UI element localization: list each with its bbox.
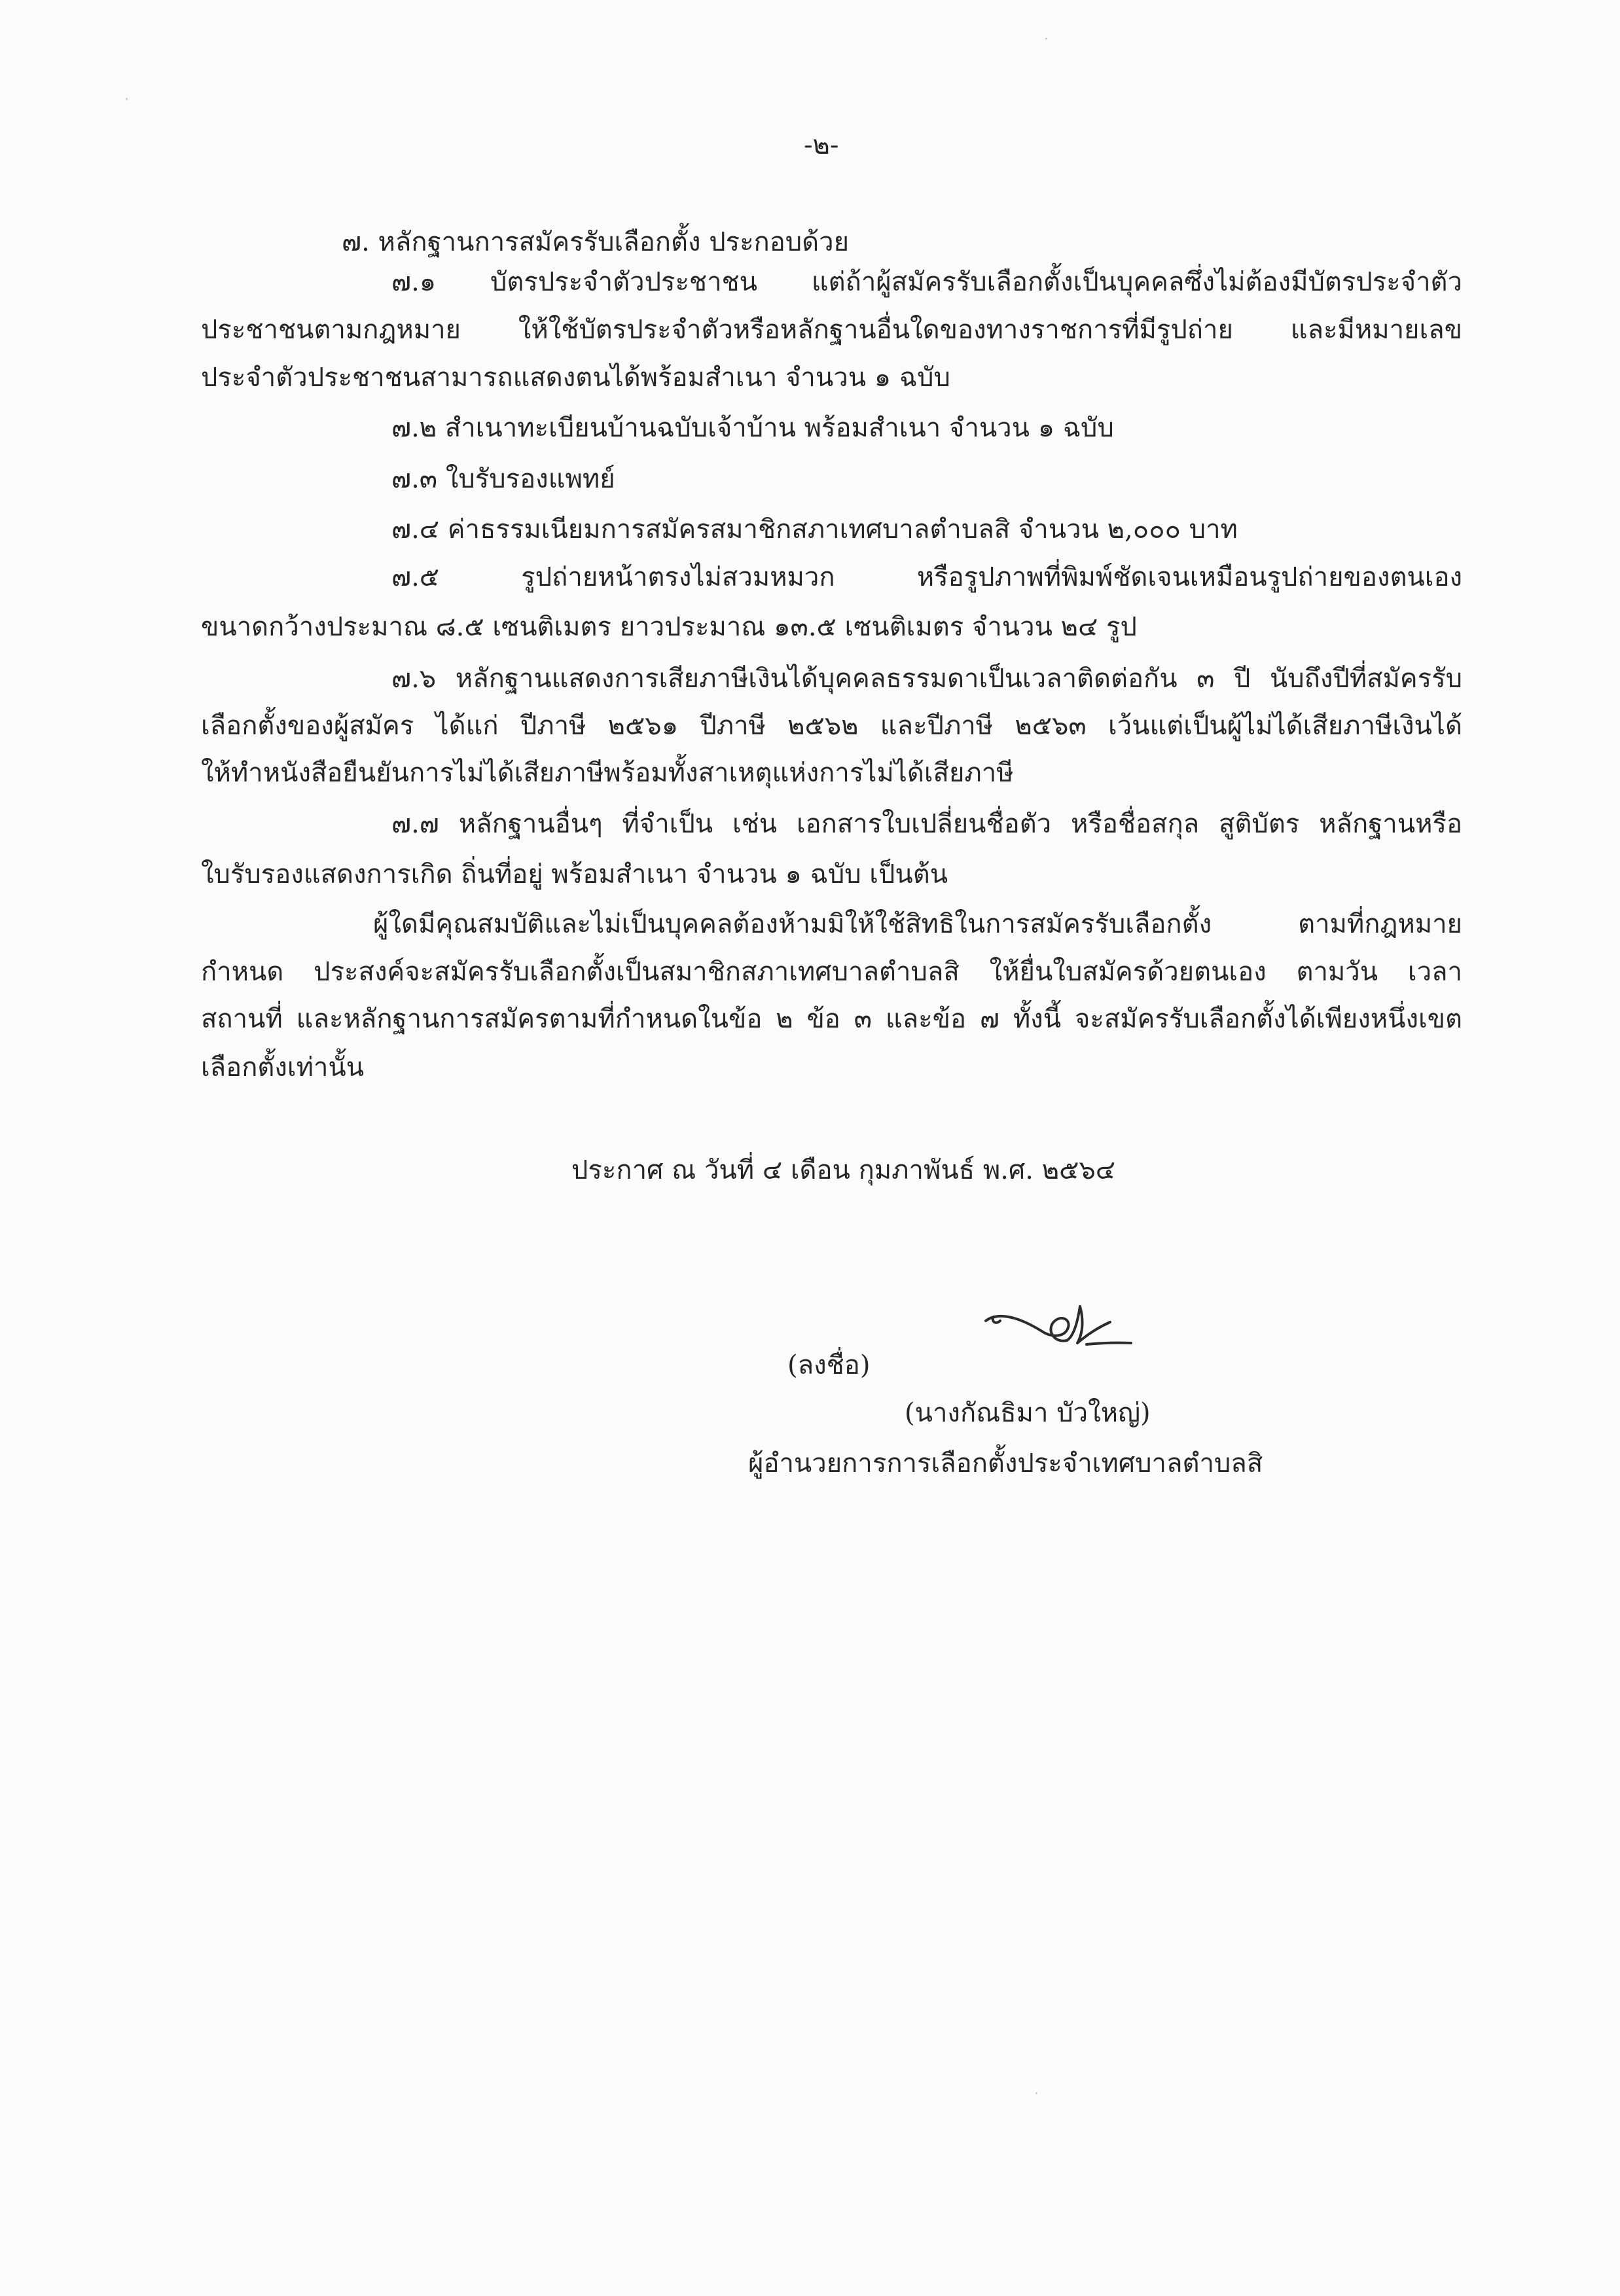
- item-7-6-line-1: ๗.๖ หลักฐานแสดงการเสียภาษีเงินได้บุคคลธรรมดาเป็นเวลาติดต่อกัน ๓ ปี นับถึงปีที่สมัครรับ: [391, 664, 1462, 694]
- handwritten-signature: [982, 1295, 1139, 1367]
- item-7-3: ๗.๓ ใบรับรองแพทย์: [391, 464, 615, 494]
- announcement-date: ประกาศ ณ วันที่ ๔ เดือน กุมภาพันธ์ พ.ศ. ๒๕๖๔: [571, 1155, 1116, 1185]
- item-7-5-line-2: ขนาดกว้างประมาณ ๘.๕ เซนติเมตร ยาวประมาณ ๑๓.๕ เซนติเมตร จำนวน ๒๔ รูป: [201, 612, 1137, 642]
- section-heading: ๗. หลักฐานการสมัครรับเลือกตั้ง ประกอบด้วย: [342, 227, 850, 257]
- item-7-7-line-2: ใบรับรองแสดงการเกิด ถิ่นที่อยู่ พร้อมสำเนา จำนวน ๑ ฉบับ เป็นต้น: [201, 859, 948, 889]
- closing-line-3: สถานที่ และหลักฐานการสมัครตามที่กำหนดในข้อ ๒ ข้อ ๓ และข้อ ๗ ทั้งนี้ จะสมัครรับเลือกตั้งได้เพียงหนึ่งเขต: [201, 1004, 1462, 1034]
- closing-line-1: ผู้ใดมีคุณสมบัติและไม่เป็นบุคคลต้องห้ามมิให้ใช้สิทธิในการสมัครรับเลือกตั้ง ตามที่กฎหมาย: [373, 909, 1462, 939]
- item-7-2: ๗.๒ สำเนาทะเบียนบ้านฉบับเจ้าบ้าน พร้อมสำเนา จำนวน ๑ ฉบับ: [391, 413, 1114, 443]
- item-7-1-line-1: ๗.๑ บัตรประจำตัวประชาชน แต่ถ้าผู้สมัครรับเลือกตั้งเป็นบุคคลซึ่งไม่ต้องมีบัตรประจำตัว: [391, 267, 1462, 297]
- page-number: -๒-: [804, 130, 839, 160]
- item-7-1-line-2: ประชาชนตามกฎหมาย ให้ใช้บัตรประจำตัวหรือหลักฐานอื่นใดของทางราชการที่มีรูปถ่าย และมีหมายเลข: [201, 315, 1462, 345]
- item-7-1-line-3: ประจำตัวประชาชนสามารถแสดงตนได้พร้อมสำเนา จำนวน ๑ ฉบับ: [201, 363, 950, 393]
- item-7-6-line-2: เลือกตั้งของผู้สมัคร ได้แก่ ปีภาษี ๒๕๖๑ ปีภาษี ๒๕๖๒ และปีภาษี ๒๕๖๓ เว้นแต่เป็นผู้ไม่ได้เสียภาษีเงินได้: [201, 711, 1462, 741]
- signatory-position: ผู้อำนวยการการเลือกตั้งประจำเทศบาลตำบลสิ: [748, 1448, 1263, 1479]
- item-7-5-line-1: ๗.๕ รูปถ่ายหน้าตรงไม่สวมหมวก หรือรูปภาพที่พิมพ์ชัดเจนเหมือนรูปถ่ายของตนเอง: [391, 562, 1462, 592]
- closing-line-4: เลือกตั้งเท่านั้น: [201, 1052, 365, 1083]
- item-7-6-line-3: ให้ทำหนังสือยืนยันการไม่ได้เสียภาษีพร้อมทั้งสาเหตุแห่งการไม่ได้เสียภาษี: [201, 758, 1014, 788]
- scan-speck: ·: [124, 92, 129, 108]
- scan-speck: ·: [1044, 31, 1049, 48]
- closing-line-2: กำหนด ประสงค์จะสมัครรับเลือกตั้งเป็นสมาชิกสภาเทศบาลตำบลสิ ให้ยื่นใบสมัครด้วยตนเอง ตามวัน เวลา: [201, 957, 1462, 987]
- item-7-7-line-1: ๗.๗ หลักฐานอื่นๆ ที่จำเป็น เช่น เอกสารใบเปลี่ยนชื่อตัว หรือชื่อสกุล สูติบัตร หลักฐานหรือ: [391, 809, 1462, 839]
- item-7-4: ๗.๔ ค่าธรรมเนียมการสมัครสมาชิกสภาเทศบาลตำบลสิ จำนวน ๒,๐๐๐ บาท: [391, 514, 1238, 545]
- signed-label: (ลงชื่อ): [787, 1350, 871, 1380]
- scan-speck: ˙: [1033, 2091, 1040, 2108]
- signatory-name: (นางกัณธิมา บัวใหญ่): [905, 1398, 1151, 1428]
